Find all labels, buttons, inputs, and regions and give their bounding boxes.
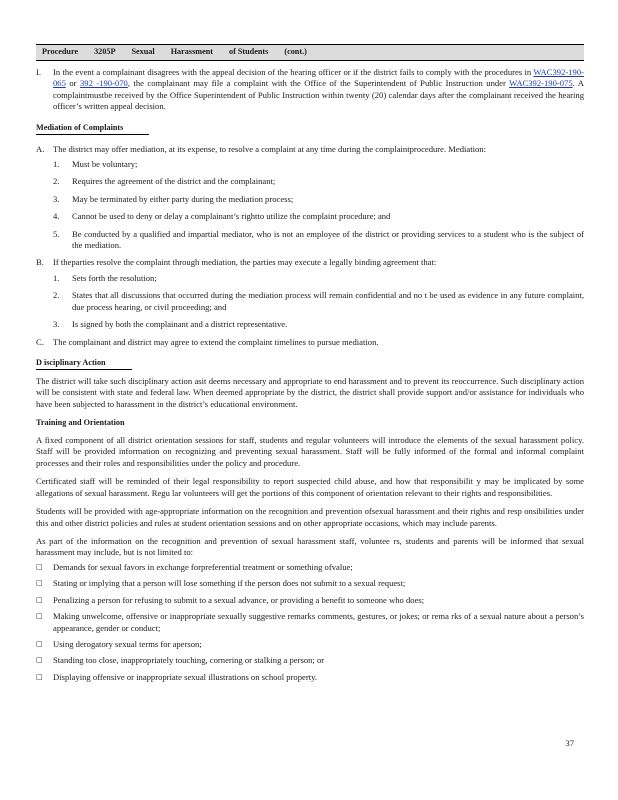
list-item: □ Displaying offensive or inappropriate sexual illustrations on school property. [36,671,317,682]
checkbox-bullet-icon: □ [36,579,43,588]
mediation-b-list [36,273,584,331]
mediation-c [36,337,584,348]
mediation-b [36,257,584,268]
mediation-a-letter: A. [36,143,45,154]
list-item: 4. Cannot be used to deny or delay a complainant’s rightto utilize the complaint procedure; and [53,211,391,222]
list-item: □ Stating or implying that a person will lose something if the person does not submit to a sexual request; [36,578,406,589]
header-word-3: of Students [228,47,269,56]
training-paragraph-4: As part of the information on the recognition and prevention of sexual harassment staff, voluntee rs, students and parents will be informed that sexual harassment may include, but is not limited to: [36,536,584,558]
list-item: □ Standing too close, inappropriately touching, cornering or stalking a person; or [36,655,325,666]
checkbox-bullet-icon: □ [36,595,43,604]
page-number: 37 [565,738,574,748]
mediation-b-text: If theparties resolve the complaint through mediation, the parties may execute a legally binding agreement that: [53,257,437,268]
list-item: 3. May be terminated by either party during the mediation process; [53,193,294,204]
training-paragraph-3: Students will be provided with age-appropriate information on the recognition and prevention ofsexual harassment and their rights and resp onsibilities under this and other district policies and rules at student orientation sessions and on other appropriate occasions, which may include parents. [36,506,584,528]
list-item: □ Making unwelcome, offensive or inappropriate sexually suggestive remarks comments, gestures, or jokes; or rema rks of a sexual nature about a person’s appearance, gender or conduct; [36,611,584,633]
list-item: 2. Requires the agreement of the district and the complainant; [53,176,276,187]
header-procedure-label: Procedure [42,47,79,56]
appeal-letter: I. [36,66,42,77]
checkbox-bullet-icon: □ [36,656,43,665]
wac-link-070[interactable]: 392 -190-070 [79,78,128,89]
appeal-paragraph [36,67,584,113]
document-page [36,44,584,688]
list-item: □ Penalizing a person for refusing to submit to a sexual advance, or providing a benefit to someone who does; [36,594,425,605]
wac-link-065[interactable]: WAC392-190-065 [53,66,584,89]
list-item: □ Using derogatory sexual terms for aperson; [36,638,202,649]
checkbox-bullet-icon: □ [36,612,43,621]
header-word-4: (cont.) [284,47,307,56]
header-procedure-code: 3205P [94,47,116,56]
mediation-b-letter: B. [36,257,44,268]
mediation-a-text: The district may offer mediation, at its expense, to resolve a complaint at any time during the complaintprocedure. Mediation: [53,143,486,154]
checkbox-bullet-icon: □ [36,672,43,681]
training-paragraph-1: A fixed component of all district orientation sessions for staff, students and regular volunteers will introduce the elements of the sexual harassment policy. Staff will be provided information on recognizing and preventing sexual harassment. Staff will be fully informed of the formal and informal complaint processes and their roles and responsibilities under the policy and procedure. [36,435,584,468]
list-item: 1. Must be voluntary; [53,158,138,169]
wac-link-075[interactable]: WAC392-190-075 [509,78,573,89]
mediation-a [36,144,584,155]
mediation-heading: Mediation of Complaints [36,123,149,135]
training-paragraph-2: Certificated staff will be reminded of their legal responsibility to report suspected child abuse, and how that responsibilit y may be implicated by some allegations of sexual harassment. Regu lar volunteers will get the portions of this component of orientation relevant to their rights and responsibilities. [36,476,584,498]
mediation-c-letter: C. [36,336,44,347]
procedure-header [36,44,584,61]
checkbox-bullet-icon: □ [36,639,43,648]
mediation-c-text: The complainant and district may agree to extend the complaint timelines to pursue mediation. [53,336,379,347]
list-item: 5. Be conducted by a qualified and impartial mediator, who is not an employee of the district or providing services to a student who is the subject of the mediation. [53,228,584,251]
training-heading: Training and Orientation [36,418,125,428]
list-item: 1. Sets forth the resolution; [53,272,157,283]
header-word-1: Sexual [131,47,155,56]
disciplinary-heading: D isciplinary Action [36,358,132,370]
list-item: 3. Is signed by both the complainant and a district representative. [53,319,288,330]
appeal-text: In the event a complainant disagrees with the appeal decision of the hearing officer or if the district fails to comply with the procedures in WAC392-190-065 or 392 -190-070, the complainant may file a complaint with the Office of the Superintendent of Public Instruction under WAC392-190-075. A complaintmustbe received by the Office Superintendent of Public Instruction within twenty (20) calendar days after the complainant received the hearing officer’s written appeal decision. [53,66,584,112]
harassment-examples-list [36,562,584,683]
checkbox-bullet-icon: □ [36,562,43,571]
list-item: □ Demands for sexual favors in exchange forpreferential treatment or something ofvalue; [36,561,353,572]
disciplinary-text: The district will take such disciplinary action asit deems necessary and appropriate to end harassment and to prevent its reoccurrence. Such disciplinary action will be consistent with state and federal law. When deemed appropriate by the district, the district shall provide support and/or assistance for individuals who have been subjected to harassment in the district’s educational environment. [36,375,584,409]
mediation-a-list [36,159,584,252]
header-word-2: Harassment [170,47,213,56]
list-item: 2. States that all discussions that occurred during the mediation process will remain confidential and no t be used as evidence in any future complaint, due process hearing, or civil proceeding; and [53,290,584,312]
